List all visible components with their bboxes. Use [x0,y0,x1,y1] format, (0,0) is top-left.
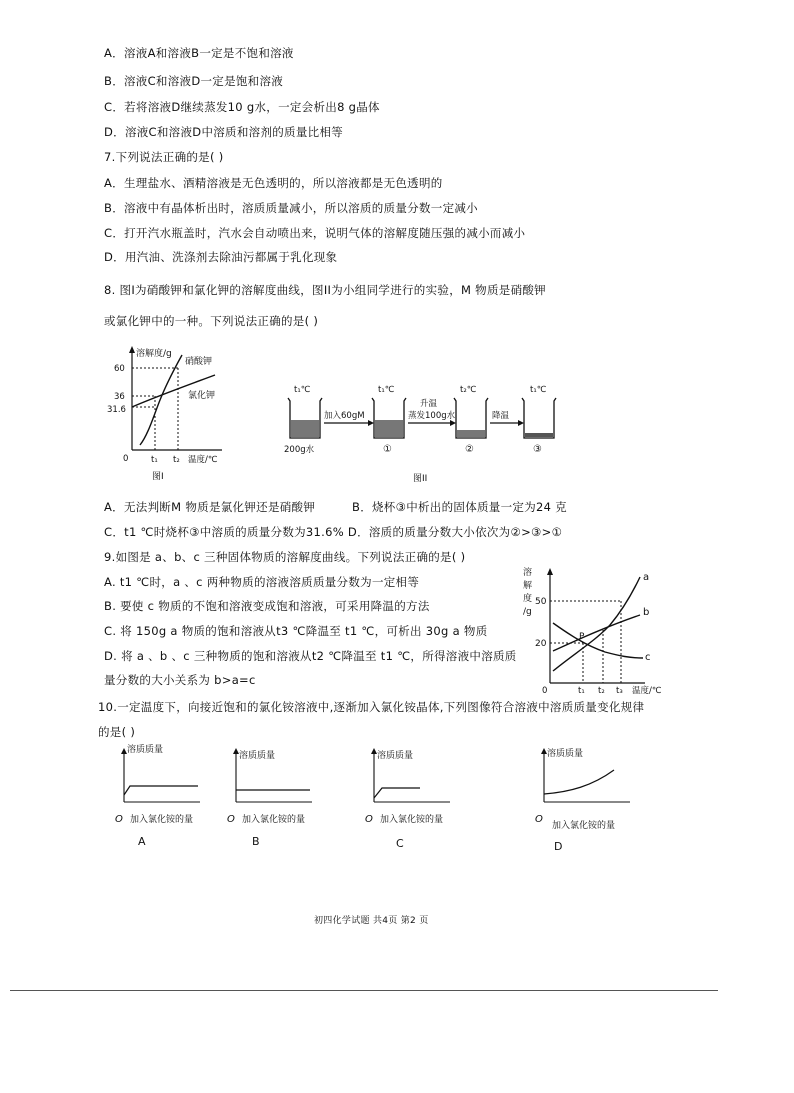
q9-label-b: b [643,607,650,618]
q10-d-origin: O [535,814,543,825]
q9-xtick-t1: t₁ [578,686,585,696]
q9-xtick-t3: t₃ [616,686,623,696]
q6-option-d: D．溶液C和溶液D中溶质和溶剂的质量比相等 [104,125,344,139]
q10-graph-d [530,740,660,853]
q9-label-a: a [643,572,650,583]
q10-a-origin: O [115,814,123,825]
q9-option-c: C. 将 150g a 物质的饱和溶液从t3 ℃降温至 t1 ℃，可析出 30g a 物质 [104,624,488,638]
q10-a-letter: A [138,835,146,848]
fig2-step-evap: 蒸发100g水 [408,411,456,421]
page-footer: 初四化学试题 共4页 第2 页 [314,916,429,926]
fig2-temp-2: t₂℃ [460,385,477,395]
fig1-label-kno3: 硝酸钾 [185,357,213,367]
fig2-step-cool: 降温 [492,411,510,421]
q7-option-c: C．打开汽水瓶盖时，汽水会自动喷出来，说明气体的溶解度随压强的减小而减小 [104,226,526,240]
fig2-label-2: ② [465,444,474,455]
q9-ylabel-2: 解 [523,581,533,591]
q7-option-b: B．溶液中有晶体析出时，溶质质量减小，所以溶质的质量分数一定减小 [104,201,478,215]
q8-option-cd: C．t1 ℃时烧杯③中溶质的质量分数为31.6% D．溶质的质量分数大小依次为②>③>① [104,525,563,539]
q8-option-b: B．烧杯③中析出的固体质量一定为24 克 [352,500,567,514]
q9-chart [515,563,690,695]
q10-c-ylabel: 溶质质量 [377,751,414,761]
q8-stem-line1: 8. 图I为硝酸钾和氯化钾的溶解度曲线，图II为小组同学进行的实验，M 物质是硝酸钾 [104,283,546,297]
q10-b-letter: B [252,835,260,848]
q6-option-b: B．溶液C和溶液D一定是饱和溶液 [104,74,284,88]
fig2-beaker-2 [454,398,488,438]
fig2-beaker-0 [288,398,322,438]
page-divider [10,990,718,991]
fig2-beaker-1 [372,398,406,438]
q9-ylabel-1: 溶 [523,568,533,578]
q10-graph-b [222,740,342,850]
q10-d-xlabel: 加入氯化铵的量 [552,821,616,831]
q10-d-line [544,770,614,794]
fig1-label-kcl: 氯化钾 [188,391,216,401]
q8-option-a: A．无法判断M 物质是氯化钾还是硝酸钾 [104,500,316,514]
q10-graph-c [360,740,480,850]
q9-label-c: c [645,652,651,663]
q10-a-xlabel: 加入氯化铵的量 [130,815,194,825]
q9-ytick-20: 20 [535,639,547,649]
fig2-temp-3: t₁℃ [530,385,547,395]
q9-ylabel-3: 度 [523,594,533,604]
q9-xtick-0: 0 [542,686,548,696]
fig2-label-3: ③ [533,444,542,455]
q8-figure-1 [107,345,250,485]
q10-b-origin: O [227,814,235,825]
fig2-label-water: 200g水 [284,445,315,455]
q10-graph-a [110,740,230,850]
fig1-y-arrow [129,346,135,353]
q9-curve-b [553,615,640,651]
q10-c-line [374,788,420,798]
q10-d-letter: D [554,840,563,853]
q10-b-ylabel: 溶质质量 [239,751,276,761]
q9-option-d: D. 将 a 、b 、c 三种物质的饱和溶液从t2 ℃降温至 t1 ℃，所得溶液中溶质质 [104,649,517,663]
q9-ytick-50: 50 [535,597,547,607]
fig1-ytick-60: 60 [114,364,125,374]
fig2-beaker-3 [522,398,556,438]
q10-stem-line1: 10.一定温度下，向接近饱和的氯化铵溶液中,逐渐加入氯化铵晶体,下列图像符合溶液中溶质质量变化规律 [98,700,645,714]
q9-stem: 9.如图是 a、b、c 三种固体物质的溶解度曲线。下列说法正确的是( ) [104,550,466,564]
fig1-ytick-31-6: 31.6 [107,405,126,415]
q10-stem-line2: 的是( ) [98,725,136,739]
q6-option-a: A．溶液A和溶液B一定是不饱和溶液 [104,46,294,60]
fig2-temp-1: t₁℃ [378,385,395,395]
q8-stem-line2: 或氯化钾中的一种。下列说法正确的是( ) [104,314,319,328]
q10-b-xlabel: 加入氯化铵的量 [242,815,306,825]
fig2-label-1: ① [383,444,392,455]
q10-a-ylabel: 溶质质量 [127,745,164,755]
q9-option-a: A. t1 ℃时，a 、c 两种物质的溶液溶质质量分数为一定相等 [104,575,420,589]
fig2-step-heat: 升温 [420,399,438,409]
q10-a-line [124,786,198,795]
q10-d-ylabel: 溶质质量 [547,749,584,759]
q7-option-a: A．生理盐水、酒精溶液是无色透明的，所以溶液都是无色透明的 [104,176,443,190]
q9-point-p: P [579,632,585,642]
q10-c-xlabel: 加入氯化铵的量 [380,815,444,825]
q9-option-d-cont: 量分数的大小关系为 b>a=c [104,673,256,687]
fig1-xtick-t2: t₂ [173,455,180,465]
q10-c-origin: O [365,814,373,825]
q9-ylabel-4: /g [523,607,532,617]
fig2-caption: 图II [413,474,428,484]
fig1-ylabel: 溶解度/g [136,349,172,359]
fig1-caption: 图I [152,472,164,482]
fig1-xtick-0: 0 [123,454,129,464]
q8-figure-2 [280,378,580,483]
q6-option-c: C．若将溶液D继续蒸发10 g水，一定会析出8 g晶体 [104,100,380,114]
q9-xtick-t2: t₂ [598,686,605,696]
q7-option-d: D．用汽油、洗涤剂去除油污都属于乳化现象 [104,250,338,264]
fig2-temp-0: t₁℃ [294,385,311,395]
fig1-xtick-t1: t₁ [151,455,158,465]
fig1-xlabel: 温度/℃ [188,455,218,465]
fig2-step-add: 加入60gM [324,411,365,421]
q10-c-letter: C [396,837,404,850]
q9-xlabel: 温度/℃ [632,686,662,696]
fig1-ytick-36: 36 [114,392,125,402]
q9-curve-c [553,623,643,658]
q9-option-b: B. 要使 c 物质的不饱和溶液变成饱和溶液，可采用降温的方法 [104,599,430,613]
q7-stem: 7.下列说法正确的是( ) [104,150,224,164]
